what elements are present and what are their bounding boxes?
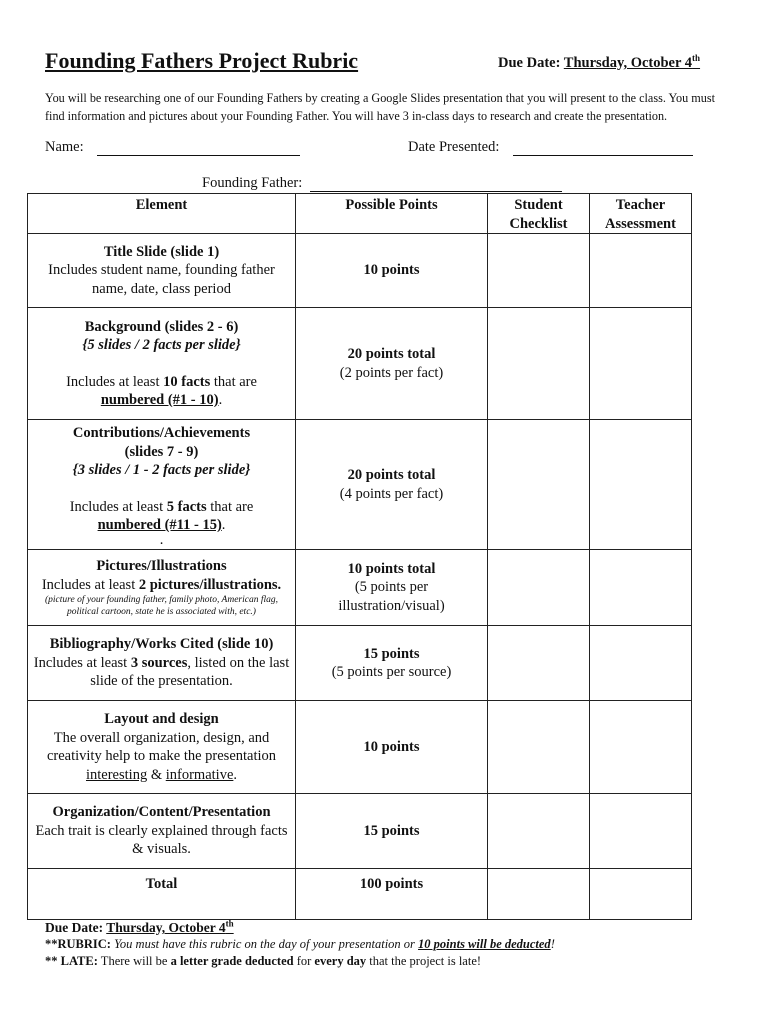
student-check-pictures[interactable] [488, 550, 590, 626]
late-note-label: ** LATE: [45, 954, 98, 968]
total-row [28, 869, 692, 920]
total-label: Total [28, 869, 296, 920]
header-student-checklist: Student Checklist [488, 194, 590, 234]
layout-amp: & [147, 766, 166, 783]
contributions-desc-b: 5 facts [166, 498, 207, 515]
layout-desc [32, 729, 291, 785]
points-layout: 10 points [296, 701, 488, 794]
element-contributions [28, 420, 296, 550]
founding-father-field [202, 175, 562, 192]
contributions-points: 20 points total [347, 467, 436, 483]
background-desc-a: Includes at least [66, 373, 164, 390]
contributions-desc-d: numbered (#11 - 15) [97, 517, 222, 534]
footer-late-note [45, 953, 745, 970]
contributions-desc-c: that are [206, 498, 254, 515]
due-date-label: Due Date: [498, 55, 561, 71]
rubric-note-penalty: 10 points will be deducted [418, 937, 551, 951]
element-background [28, 308, 296, 420]
bibliography-desc [32, 654, 291, 691]
pictures-points: 10 points total [347, 560, 436, 577]
footer-due-text: Thursday, October 4 [106, 920, 226, 935]
background-spacer [32, 355, 291, 373]
name-label: Name: [45, 139, 84, 155]
due-date-header [498, 55, 700, 72]
total-points: 100 points [296, 869, 488, 920]
teacher-assess-title-slide[interactable] [590, 234, 692, 308]
layout-desc-text: The overall organization, design, and creativity help to make the presentation [46, 729, 277, 764]
footer-due-sup: th [225, 918, 234, 929]
footer-due-value [106, 920, 233, 935]
background-subheading: {5 slides / 2 facts per slide} [82, 337, 241, 353]
bibliography-heading: Bibliography/Works Cited (slide 10) [49, 636, 274, 653]
teacher-assess-layout[interactable] [590, 701, 692, 794]
student-check-layout[interactable] [488, 701, 590, 794]
pictures-heading: Pictures/Illustrations [96, 558, 227, 574]
footer-due-label: Due Date: [45, 920, 107, 935]
rubric-note-label: **RUBRIC: [45, 937, 111, 951]
background-desc-c: that are [210, 373, 257, 390]
contributions-desc-a: Includes at least [69, 498, 167, 515]
footer-rubric-note [45, 936, 745, 953]
date-presented-line[interactable] [513, 141, 693, 156]
element-pictures [28, 550, 296, 626]
bibliography-desc-a: Includes at least [33, 654, 131, 671]
footer-due-date [45, 919, 745, 936]
student-check-background[interactable] [488, 308, 590, 420]
element-title-slide [28, 234, 296, 308]
table-row [28, 420, 692, 550]
pictures-points-sub: (5 points per illustration/visual) [338, 579, 445, 614]
intro-paragraph: You will be researching one of our Founding Fathers by creating a Google Slides presentation that you will present to the class. You must find information and pictures about your Founding Father. You will have 3 in-class days to research and create the presentation. [45, 91, 715, 123]
background-desc-e: . [218, 392, 223, 408]
background-desc [32, 373, 291, 392]
points-contributions [296, 420, 488, 550]
points-bibliography [296, 626, 488, 701]
date-presented-field [408, 139, 693, 156]
background-points-sub: (2 points per fact) [339, 364, 444, 381]
contributions-desc [32, 498, 291, 517]
layout-heading: Layout and design [104, 711, 219, 727]
teacher-assess-pictures[interactable] [590, 550, 692, 626]
student-check-total[interactable] [488, 869, 590, 920]
footer-notes [45, 919, 745, 970]
page-title: Founding Fathers Project Rubric [45, 48, 359, 73]
organization-desc: Each trait is clearly explained through facts & visuals. [35, 822, 288, 858]
late-note-a: There will be [97, 954, 171, 968]
contributions-points-sub: (4 points per fact) [339, 485, 444, 502]
table-row [28, 234, 692, 308]
element-layout [28, 701, 296, 794]
table-row [28, 308, 692, 420]
rubric-table [27, 193, 692, 920]
points-pictures [296, 550, 488, 626]
points-title-slide: 10 points [296, 234, 488, 308]
header-teacher-assessment: Teacher Assessment [590, 194, 692, 234]
student-check-bibliography[interactable] [488, 626, 590, 701]
founding-father-line[interactable] [310, 177, 562, 192]
title-slide-desc: Includes student name, founding father name, date, class period [48, 262, 275, 297]
student-check-organization[interactable] [488, 794, 590, 869]
title-slide-heading: Title Slide (slide 1) [103, 243, 220, 260]
rubric-note-text: You must have this rubric on the day of your presentation or [110, 937, 419, 951]
table-row [28, 701, 692, 794]
pictures-desc-a: Includes at least [41, 576, 139, 593]
due-date-text: Thursday, October 4 [563, 55, 693, 71]
teacher-assess-background[interactable] [590, 308, 692, 420]
header-possible-points: Possible Points [296, 194, 488, 234]
rubric-note-end: ! [550, 937, 555, 951]
table-header-row [28, 194, 692, 234]
points-organization: 15 points [296, 794, 488, 869]
organization-heading: Organization/Content/Presentation [52, 804, 271, 821]
student-check-title-slide[interactable] [488, 234, 590, 308]
background-desc-b: 10 facts [163, 373, 211, 390]
founding-father-label: Founding Father: [202, 175, 303, 191]
table-row [28, 550, 692, 626]
contributions-desc-e: . [221, 517, 226, 534]
teacher-assess-total[interactable] [590, 869, 692, 920]
layout-interesting: interesting [85, 766, 148, 783]
late-note-d: every day [314, 954, 367, 968]
contributions-spacer [32, 480, 291, 498]
due-date-sup: th [692, 53, 701, 64]
contributions-heading2: (slides 7 - 9) [124, 443, 199, 460]
header-element: Element [28, 194, 296, 234]
teacher-assess-contributions[interactable] [590, 420, 692, 550]
layout-informative: informative [165, 766, 234, 783]
pictures-note: (picture of your founding father, family photo, American flag, political cartoon, state he is associated with, etc.) [45, 595, 278, 617]
layout-end: . [233, 766, 238, 783]
student-check-contributions[interactable] [488, 420, 590, 550]
name-line[interactable] [97, 141, 300, 156]
name-field [45, 139, 300, 156]
teacher-assess-organization[interactable] [590, 794, 692, 869]
contributions-heading: Contributions/Achievements [72, 425, 251, 442]
element-bibliography [28, 626, 296, 701]
bibliography-desc-b: 3 sources [130, 654, 188, 671]
bibliography-points-sub: (5 points per source) [331, 664, 452, 680]
late-note-c: for [293, 954, 315, 968]
late-note-b: a letter grade deducted [170, 954, 294, 968]
background-points: 20 points total [347, 346, 436, 362]
pictures-desc-b: 2 pictures/illustrations. [138, 576, 282, 593]
table-row [28, 794, 692, 869]
teacher-assess-bibliography[interactable] [590, 626, 692, 701]
late-note-e: that the project is late! [366, 954, 482, 968]
background-numbering [32, 391, 291, 410]
bibliography-points: 15 points [363, 645, 420, 662]
background-desc-d: numbered (#1 - 10) [100, 392, 219, 408]
points-background [296, 308, 488, 420]
contributions-dot: . [159, 531, 164, 548]
bibliography-desc-c: , listed on the last slide of the presentation. [90, 654, 290, 690]
date-presented-label: Date Presented: [408, 139, 500, 155]
pictures-desc [32, 576, 291, 595]
contributions-subheading: {3 slides / 1 - 2 facts per slide} [72, 462, 251, 479]
table-row [28, 626, 692, 701]
element-organization [28, 794, 296, 869]
due-date-value [564, 55, 700, 71]
background-heading: Background (slides 2 - 6) [84, 318, 239, 335]
